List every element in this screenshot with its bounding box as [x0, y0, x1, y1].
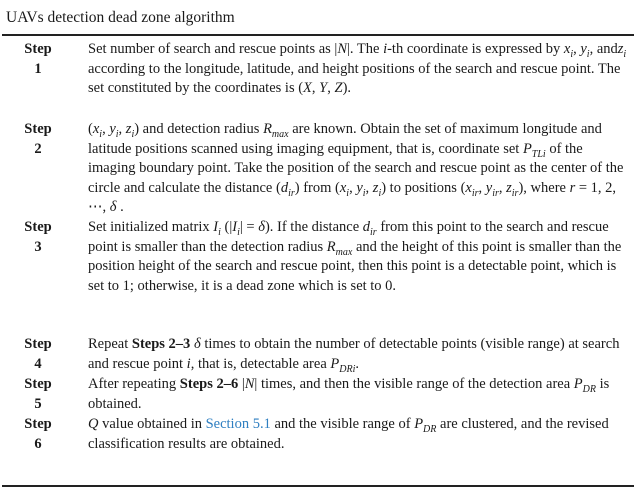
- bottom-rule: [2, 485, 634, 487]
- step-label: [2, 375, 74, 415]
- step-number: 3: [34, 238, 42, 255]
- step-description: Set number of search and rescue points as |N|. The i-th coordinate is expressed by $x_i$, $y_i$, andz$_i$ according to the longitude, latitude, and height positions of the search and rescue point. The set constituted by the coordinates is (X, Y, Z).: [88, 41, 627, 96]
- step-description: After repeating Steps 2–6 |N| times, and then the visible range of the detection area $P_{DR}$ is obtained.: [88, 376, 610, 412]
- step-row: [2, 218, 634, 335]
- step-word: Step: [24, 41, 52, 57]
- step-word: Step: [24, 376, 52, 392]
- step-label: [2, 218, 74, 335]
- top-rule: [2, 34, 634, 36]
- step-description: Q value obtained in Section 5.1 and the visible range of $P_{DR}$ are clustered, and the revised classification results are obtained.: [88, 416, 609, 452]
- step-row: [2, 375, 634, 415]
- step-word: Step: [24, 416, 52, 432]
- step-word: Step: [24, 219, 52, 235]
- step-number: 6: [34, 435, 42, 452]
- table-title: UAVs detection dead zone algorithm: [6, 9, 235, 26]
- step-number: 2: [34, 140, 42, 157]
- step-word: Step: [24, 121, 52, 137]
- step-row: [2, 40, 634, 120]
- steps-list: [2, 40, 634, 455]
- step-label: [2, 335, 74, 375]
- step-description: Set initialized matrix $I_i$ $(|I_i| = \delta)$. If the distance $d_{ir}$ from this point to the search and rescue point is smaller than the detection radius $R_{max}$ and the height of this point is smaller than the position height of the search and rescue point, then this point is a detectable point, which is set to 1; otherwise, it is a dead zone which is set to 0.: [88, 219, 622, 294]
- step-row: [2, 120, 634, 218]
- algorithm-table: [2, 0, 634, 452]
- step-description: ($x_i$, $y_i$, $z_i$) and detection radius $R_{max}$ are known. Obtain the set of maximum longitude and latitude positions scanned using imaging equipment, that is, coordinate set $P_{TLi}$ of the imaging boundary point. Take the position of the search and rescue point as the center of the circle and calculate the distance $(d_{ir})$ from ($x_i$, $y_i$, $z_i$) to positions ($x_{ir}$, $y_{ir}$, $z_{ir}$), where r = 1, 2, ⋯, δ .: [88, 121, 624, 215]
- step-number: 5: [34, 395, 42, 412]
- step-number: 1: [34, 60, 42, 77]
- step-word: Step: [24, 336, 52, 352]
- step-number: 4: [34, 355, 42, 372]
- step-label: [2, 415, 74, 455]
- step-label: [2, 40, 74, 120]
- step-description: Repeat Steps 2–3 δ times to obtain the number of detectable points (visible range) at search and rescue point i, that is, detectable area $P_{DRi}$.: [88, 336, 620, 375]
- step-row: [2, 335, 634, 375]
- section-link[interactable]: Section 5.1: [205, 416, 271, 432]
- step-label: [2, 120, 74, 218]
- step-row: [2, 415, 634, 455]
